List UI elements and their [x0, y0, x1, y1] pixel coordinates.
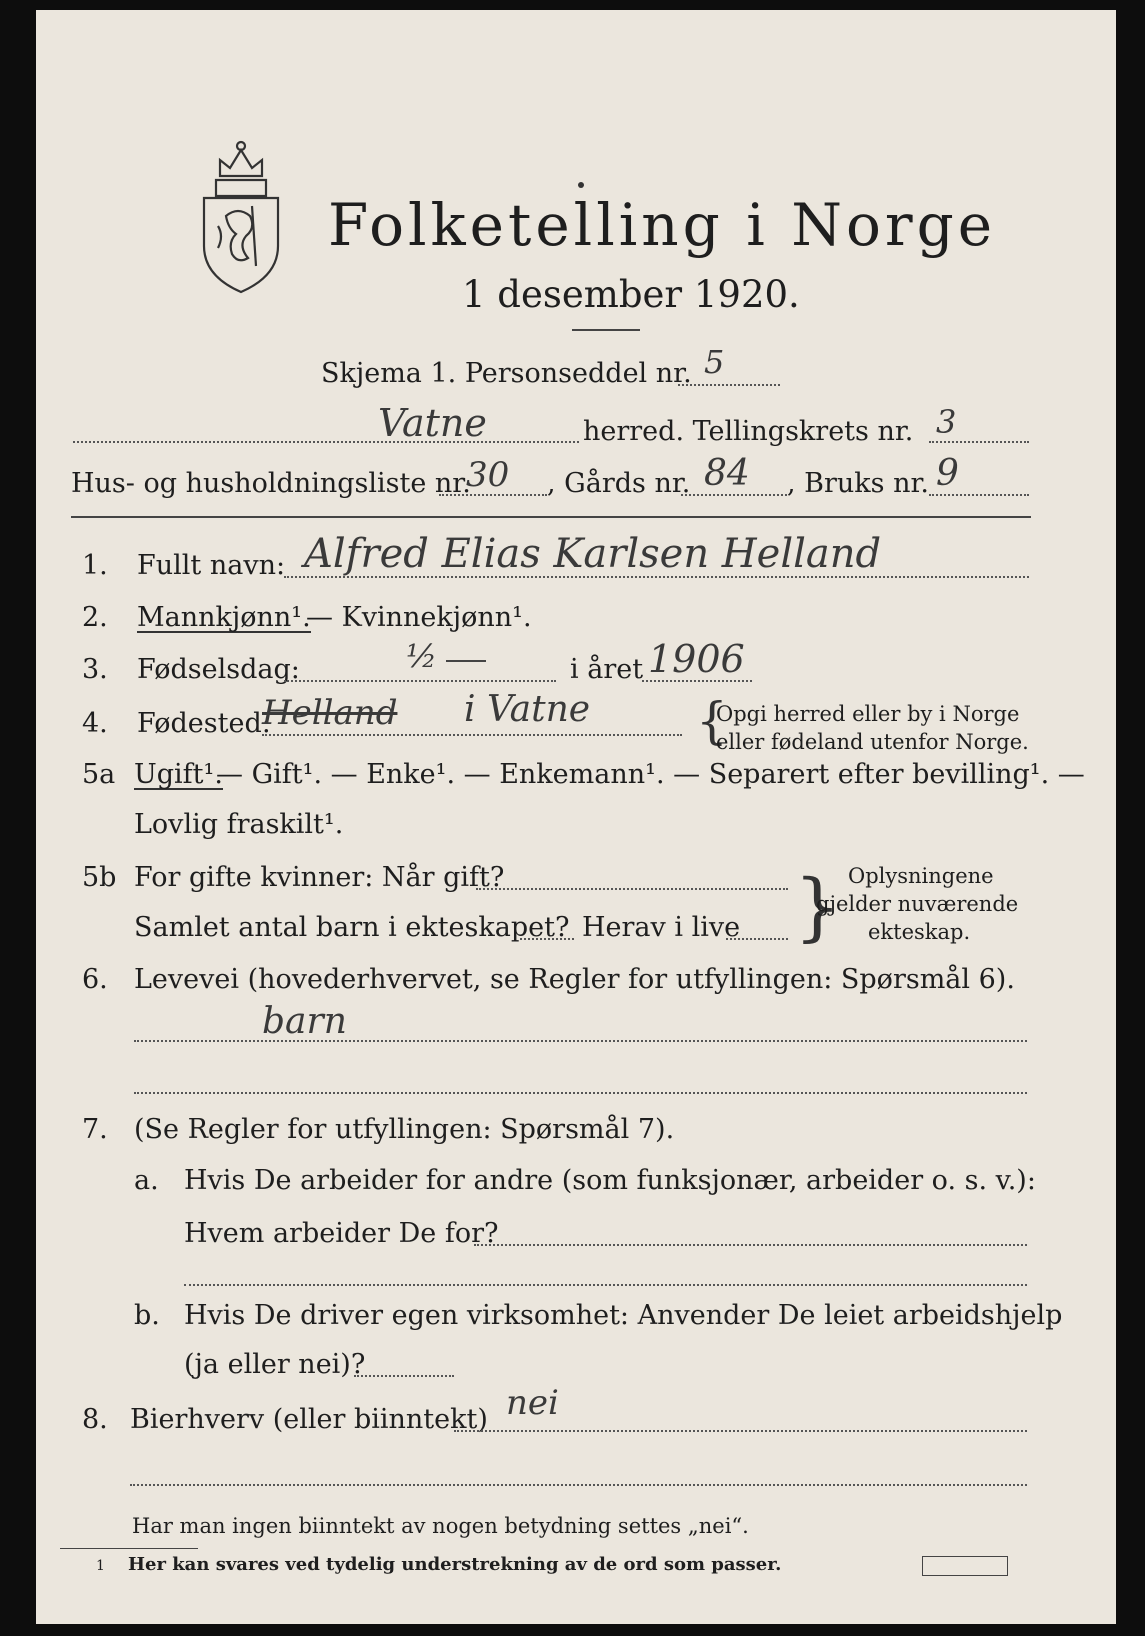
- bruks-value: 9: [936, 453, 959, 494]
- q6-number: 6.: [82, 964, 108, 995]
- q7b-question: (ja eller nei)?: [184, 1349, 366, 1380]
- q7-label: (Se Regler for utfyllingen: Spørsmål 7).: [134, 1114, 675, 1145]
- employer-field-2[interactable]: [184, 1284, 1027, 1286]
- hus-label: Hus- og husholdningsliste nr.: [71, 468, 471, 499]
- header-separator: [71, 516, 1031, 518]
- q4-number: 4.: [82, 708, 108, 739]
- occupation-field-2[interactable]: [134, 1092, 1027, 1094]
- census-form: [36, 10, 1116, 1624]
- personseddel-field[interactable]: [678, 384, 780, 386]
- side-income-value: nei: [506, 1383, 559, 1423]
- census-date: 1 desember 1920.: [462, 273, 800, 316]
- gards-label: , Gårds nr.: [547, 468, 691, 499]
- q5b-note-1: Oplysningene: [848, 864, 994, 888]
- form-title: Folketelling i Norge: [328, 191, 997, 259]
- q5b-note-3: ekteskap.: [868, 920, 971, 944]
- q2-number: 2.: [82, 602, 108, 633]
- year-value: 1906: [648, 637, 745, 681]
- q6-label: Levevei (hovederhvervet, se Regler for utfyllingen: Spørsmål 6).: [134, 964, 1015, 995]
- q5a-options[interactable]: — Gift¹. — Enke¹. — Enkemann¹. — Separert efter bevilling¹. —: [216, 759, 1085, 790]
- birthplace-crossed: Helland: [262, 693, 398, 733]
- q2-mannkjonn[interactable]: Mannkjønn¹.: [137, 602, 311, 633]
- q7a-letter: a.: [134, 1165, 159, 1196]
- q5b-number: 5b: [82, 862, 117, 893]
- q7-number: 7.: [82, 1114, 108, 1145]
- q4-label: Fødested:: [137, 708, 271, 739]
- q7a-text: Hvis De arbeider for andre (som funksjonær, arbeider o. s. v.):: [184, 1165, 1036, 1196]
- herred-field[interactable]: [73, 441, 579, 443]
- q4-note-2: eller fødeland utenfor Norge.: [716, 730, 1029, 754]
- hus-value: 30: [466, 455, 510, 495]
- q8-label: Bierhverv (eller biinntekt): [130, 1404, 488, 1435]
- q5a-ugift[interactable]: Ugift¹.: [134, 759, 223, 790]
- footnote-mark: 1: [96, 1558, 105, 1574]
- q7a-question: Hvem arbeider De for?: [184, 1218, 499, 1249]
- bruks-label: , Bruks nr.: [787, 468, 930, 499]
- q4-brace: {: [696, 692, 728, 750]
- birthday-value: ½: [406, 637, 438, 675]
- side-income-field[interactable]: [454, 1430, 1027, 1432]
- title-dot: [578, 182, 584, 188]
- nei-note: Har man ingen biinntekt av nogen betydning settes „nei“.: [132, 1514, 749, 1538]
- tellingskrets-field[interactable]: [929, 441, 1029, 443]
- skjema-label: Skjema 1. Personseddel nr.: [321, 358, 692, 389]
- q5b-note-2: gjelder nuværende: [816, 892, 1019, 916]
- q5b-line1: For gifte kvinner: Når gift?: [134, 862, 505, 893]
- full-name-value: Alfred Elias Karlsen Helland: [304, 531, 882, 577]
- tellingskrets-value: 3: [936, 403, 957, 441]
- birthday-dash: [446, 660, 486, 662]
- occupation-value: barn: [262, 1001, 347, 1042]
- q7b-letter: b.: [134, 1300, 160, 1331]
- gards-value: 84: [704, 453, 750, 494]
- herred-value: Vatne: [378, 401, 487, 445]
- q7b-text: Hvis De driver egen virksomhet: Anvender De leiet arbeidshjelp: [184, 1300, 1063, 1331]
- q5b-brace: }: [794, 864, 842, 950]
- year-label: i året: [570, 654, 644, 685]
- alive-field[interactable]: [726, 938, 788, 940]
- coat-of-arms-icon: [198, 136, 284, 296]
- q8-number: 8.: [82, 1404, 108, 1435]
- q1-label: Fullt navn:: [137, 550, 286, 581]
- q1-number: 1.: [82, 550, 108, 581]
- printer-stamp: [922, 1556, 1008, 1576]
- gards-field[interactable]: [681, 494, 787, 496]
- q5a-lovlig-fraskilt[interactable]: Lovlig fraskilt¹.: [134, 809, 344, 840]
- children-field[interactable]: [520, 938, 574, 940]
- married-date-field[interactable]: [476, 888, 788, 890]
- side-income-field-2[interactable]: [130, 1484, 1027, 1486]
- occupation-field-1[interactable]: [134, 1040, 1027, 1042]
- birthplace-field[interactable]: [262, 734, 682, 736]
- q2-kvinnekjonn[interactable]: — Kvinnekjønn¹.: [306, 602, 532, 633]
- employer-field-1[interactable]: [474, 1244, 1027, 1246]
- q5b-herav: Herav i live: [582, 912, 741, 943]
- hired-help-field[interactable]: [354, 1375, 454, 1377]
- footnote-text: Her kan svares ved tydelig understrekning av de ord som passer.: [128, 1554, 782, 1575]
- q4-note-1: Opgi herred eller by i Norge: [716, 702, 1020, 726]
- q5b-line2: Samlet antal barn i ekteskapet?: [134, 912, 570, 943]
- q5a-number: 5a: [82, 759, 116, 790]
- herred-label: herred. Tellingskrets nr.: [583, 416, 914, 447]
- q3-number: 3.: [82, 654, 108, 685]
- title-divider: [572, 329, 640, 331]
- birthday-field[interactable]: [284, 680, 556, 682]
- bruks-field[interactable]: [929, 494, 1029, 496]
- birthplace-value: i Vatne: [464, 689, 591, 730]
- q3-label: Fødselsdag:: [137, 654, 300, 685]
- personseddel-value: 5: [704, 343, 725, 381]
- footnote-rule: [60, 1548, 198, 1549]
